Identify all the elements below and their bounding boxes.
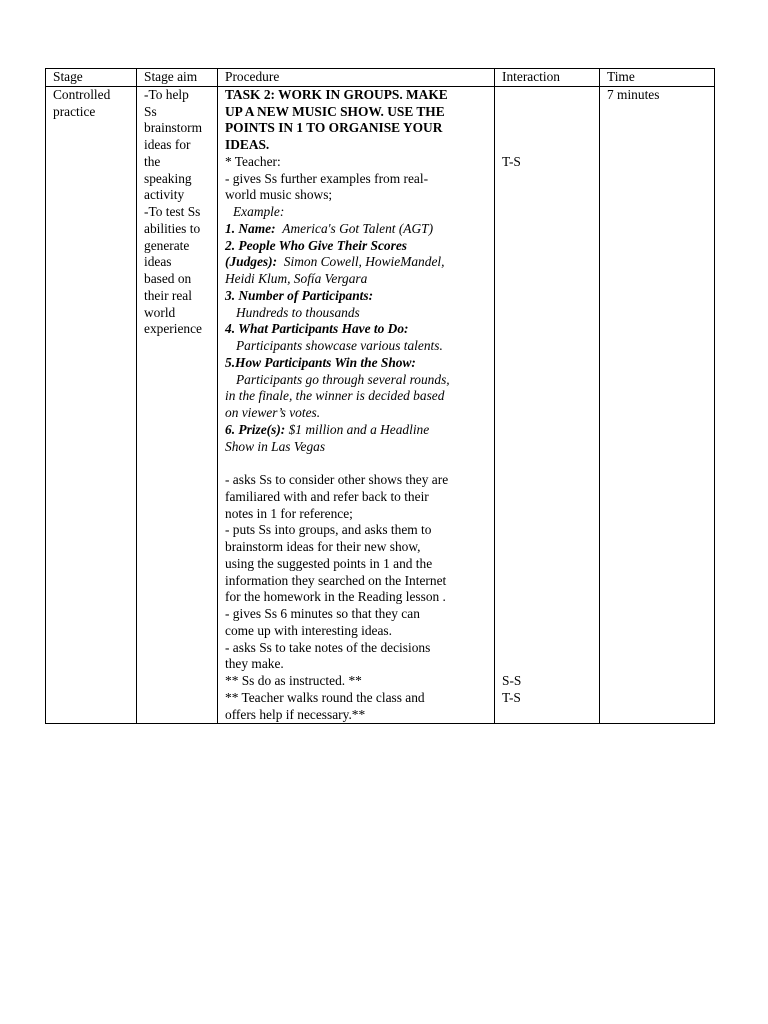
prize-value: $1 million and a Headline — [288, 421, 430, 437]
procedure-step-line: come up with interesting ideas. — [225, 622, 392, 638]
procedure-line: - gives Ss further examples from real- — [225, 170, 429, 186]
interaction-cell — [495, 86, 600, 724]
interaction-ts: T-S — [502, 153, 521, 169]
procedure-step-line: ** Teacher walks round the class and — [225, 689, 425, 705]
procedure-step-line: brainstorm ideas for their new show, — [225, 539, 421, 554]
win-line: Participants go through several rounds, — [236, 371, 450, 387]
name-label: 1. Name: — [225, 220, 276, 236]
example-prize — [225, 422, 490, 439]
todo-value: Participants showcase various talents. — [236, 338, 443, 353]
win-label: 5.How Participants Win the Show: — [225, 354, 416, 370]
aim-line: generate — [144, 237, 190, 253]
stage-line: Controlled — [53, 86, 111, 102]
header-procedure: Procedure — [218, 69, 495, 87]
example-label: Example: — [233, 204, 285, 219]
procedure-step-line: ** Ss do as instructed. ** — [225, 673, 362, 688]
participants-value: Hundreds to thousands — [236, 304, 360, 320]
aim-line: experience — [144, 321, 202, 337]
time-cell — [600, 86, 715, 724]
procedure-step-line: familiared with and refer back to their — [225, 488, 429, 504]
procedure-step-line: - puts Ss into groups, and asks them to — [225, 522, 432, 538]
aim-line: -To help — [144, 86, 189, 102]
aim-line: abilities to — [144, 220, 201, 236]
procedure-step-line: notes in 1 for reference; — [225, 505, 353, 521]
procedure-cell — [218, 86, 495, 724]
aim-line: brainstorm — [144, 120, 203, 136]
task-heading-line: IDEAS. — [225, 137, 270, 152]
interaction-ss: S-S — [502, 673, 522, 688]
task-heading-line: UP A NEW MUSIC SHOW. USE THE — [225, 103, 445, 119]
stage-line: practice — [53, 103, 96, 119]
task-heading-line: POINTS IN 1 TO ORGANISE YOUR — [225, 120, 443, 136]
procedure-step-line: - asks Ss to consider other shows they are — [225, 472, 449, 487]
aim-line: their real — [144, 287, 192, 303]
aim-line: -To test Ss — [144, 204, 201, 219]
lesson-plan-table — [45, 68, 715, 724]
participants-label: 3. Number of Participants: — [225, 287, 374, 303]
todo-label: 4. What Participants Have to Do: — [225, 321, 409, 337]
header-interaction: Interaction — [495, 69, 600, 87]
aim-line: ideas for — [144, 137, 191, 152]
prize-label: 6. Prize(s): — [225, 421, 286, 437]
example-judges — [225, 254, 490, 271]
aim-line: ideas — [144, 254, 172, 270]
judges-label: 2. People Who Give Their Scores — [225, 237, 407, 253]
name-value: America's Got Talent (AGT) — [282, 220, 434, 236]
blank-line — [225, 455, 490, 472]
task-heading-line: TASK 2: WORK IN GROUPS. MAKE — [225, 86, 448, 102]
stage-aim-cell — [137, 86, 218, 724]
teacher-label: * Teacher: — [225, 153, 281, 169]
aim-line: Ss — [144, 103, 157, 119]
judges-value-cont: Heidi Klum, Sofía Vergara — [225, 271, 368, 286]
procedure-step-line: information they searched on the Internet — [225, 572, 447, 588]
stage-cell — [46, 86, 137, 724]
header-time: Time — [600, 69, 715, 87]
procedure-step-line: offers help if necessary.** — [225, 706, 366, 722]
aim-line: based on — [144, 271, 192, 286]
procedure-step-line: for the homework in the Reading lesson . — [225, 589, 446, 605]
win-line: on viewer’s votes. — [225, 405, 321, 420]
aim-line: the — [144, 153, 161, 169]
procedure-line: world music shows; — [225, 187, 333, 203]
judges-value: Simon Cowell, HowieMandel, — [283, 254, 445, 270]
procedure-step-line: they make. — [225, 656, 284, 672]
aim-line: speaking — [144, 170, 192, 186]
example-name — [225, 221, 490, 238]
interaction-ts: T-S — [502, 689, 521, 705]
prize-value-cont: Show in Las Vegas — [225, 438, 326, 454]
aim-line: world — [144, 304, 176, 320]
procedure-step-line: - gives Ss 6 minutes so that they can — [225, 606, 420, 621]
aim-line: activity — [144, 187, 185, 203]
procedure-step-line: using the suggested points in 1 and the — [225, 555, 433, 571]
time-value: 7 minutes — [607, 86, 660, 102]
procedure-step-line: - asks Ss to take notes of the decisions — [225, 639, 431, 655]
win-line: in the finale, the winner is decided based — [225, 388, 445, 404]
header-stage: Stage — [46, 69, 137, 87]
judges-label-cont: (Judges): — [225, 254, 278, 270]
header-stage-aim: Stage aim — [137, 69, 218, 87]
header-row — [46, 69, 715, 87]
table-row — [46, 86, 715, 724]
